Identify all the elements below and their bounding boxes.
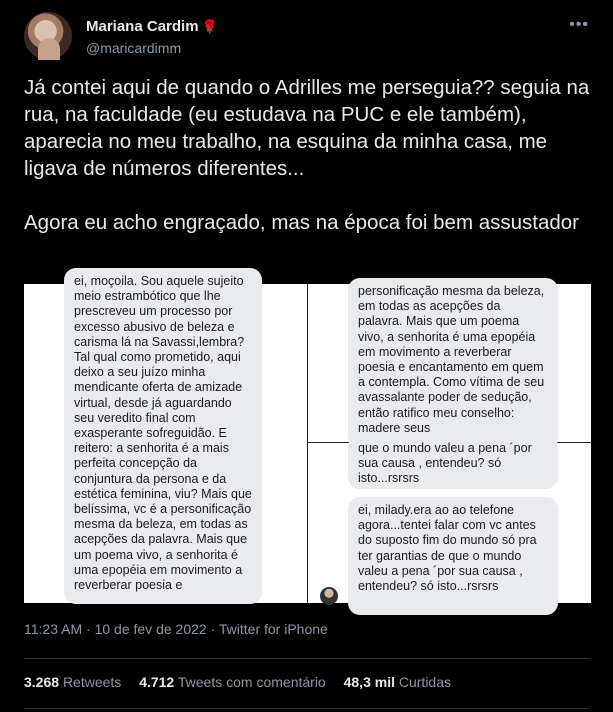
avatar[interactable] — [24, 12, 72, 60]
author-handle[interactable]: @maricardimm — [86, 40, 182, 56]
tweet-media-image[interactable] — [24, 274, 591, 603]
meta-separator: · — [86, 621, 91, 637]
likes-count: 48,3 mil — [343, 674, 395, 690]
screenshot-panel-left — [24, 274, 307, 603]
likes-label: Curtidas — [398, 674, 452, 690]
tweet-meta — [24, 621, 328, 637]
rose-emoji-icon: 🌹 — [201, 19, 218, 34]
retweets-stat[interactable] — [24, 674, 121, 690]
retweets-label: Retweets — [62, 674, 122, 690]
screenshot-panel-top-right — [308, 284, 591, 442]
screenshot-panel-bottom-right — [308, 443, 591, 603]
quotes-count: 4.712 — [139, 674, 175, 690]
message-bubble: que o mundo valeu a pena ´por sua causa , entendeu? só isto...rsrsrs — [348, 435, 558, 489]
tweet-source[interactable]: Twitter for iPhone — [218, 621, 328, 637]
sender-avatar — [320, 587, 338, 605]
tweet-paragraph: Já contei aqui de quando o Adrilles me perseguia?? seguia na rua, na faculdade (eu estudava na PUC e ele também), aparecia no meu trabalho, na esquina da minha casa, me ligava de números diferentes... — [24, 76, 590, 180]
quotes-label: Tweets com comentário — [177, 674, 326, 690]
tweet-time[interactable]: 11:23 AM — [24, 621, 83, 637]
likes-stat[interactable] — [344, 674, 451, 690]
quote-tweets-stat[interactable] — [139, 674, 326, 690]
message-bubble: personificação mesma da beleza, em todas as acepções da palavra. Mais que um poema vivo, a senhorita é uma epopéia em movimento a reverberar poesia e encantamento em quem a contempla. Como vítima de seu avassalante poder de sedução, então ratifico meu conselho: madere seus — [348, 278, 558, 448]
divider — [24, 708, 589, 709]
divider — [24, 658, 589, 659]
author-name-text[interactable]: Mariana Cardim — [86, 18, 199, 35]
tweet-date[interactable]: 10 de fev de 2022 — [94, 621, 207, 637]
tweet-paragraph: Agora eu acho engraçado, mas na época foi bem assustador — [24, 211, 579, 234]
author-name[interactable] — [86, 18, 218, 35]
message-bubble: ei, moçoila. Sou aquele sujeito meio estrambótico que lhe prescreveu um processo por excesso abusivo de beleza e carisma lá na Savassi,lembra? Tal qual como prometido, aqui deixo a seu juízo minha mendicante oferta de amizade virtual, desde já aguardando seu veredito final com exasperante sofreguidão. E reitero: a senhorita é a mais perfeita concepção da conjuntura da persona e da estética feminina, viu? Mais que belíssima, vc é a personificação mesma da beleza, em todas as acepções da palavra. Mais que um poema vivo, a senhorita é uma epopéia em movimento a reverberar poesia e — [64, 268, 262, 604]
tweet-stats — [24, 674, 465, 690]
tweet-text — [24, 74, 590, 236]
message-bubble: ei, milady.era ao ao telefone agora...tentei falar com vc antes do suposto fim do mundo só pra ter garantias de que o mundo valeu a pena ´por sua causa , entendeu? só isto...rsrsrs — [348, 497, 558, 615]
tweet-header — [24, 10, 597, 62]
retweets-count: 3.268 — [24, 674, 60, 690]
more-horizontal-icon[interactable]: ••• — [569, 16, 589, 33]
meta-separator: · — [210, 621, 216, 637]
